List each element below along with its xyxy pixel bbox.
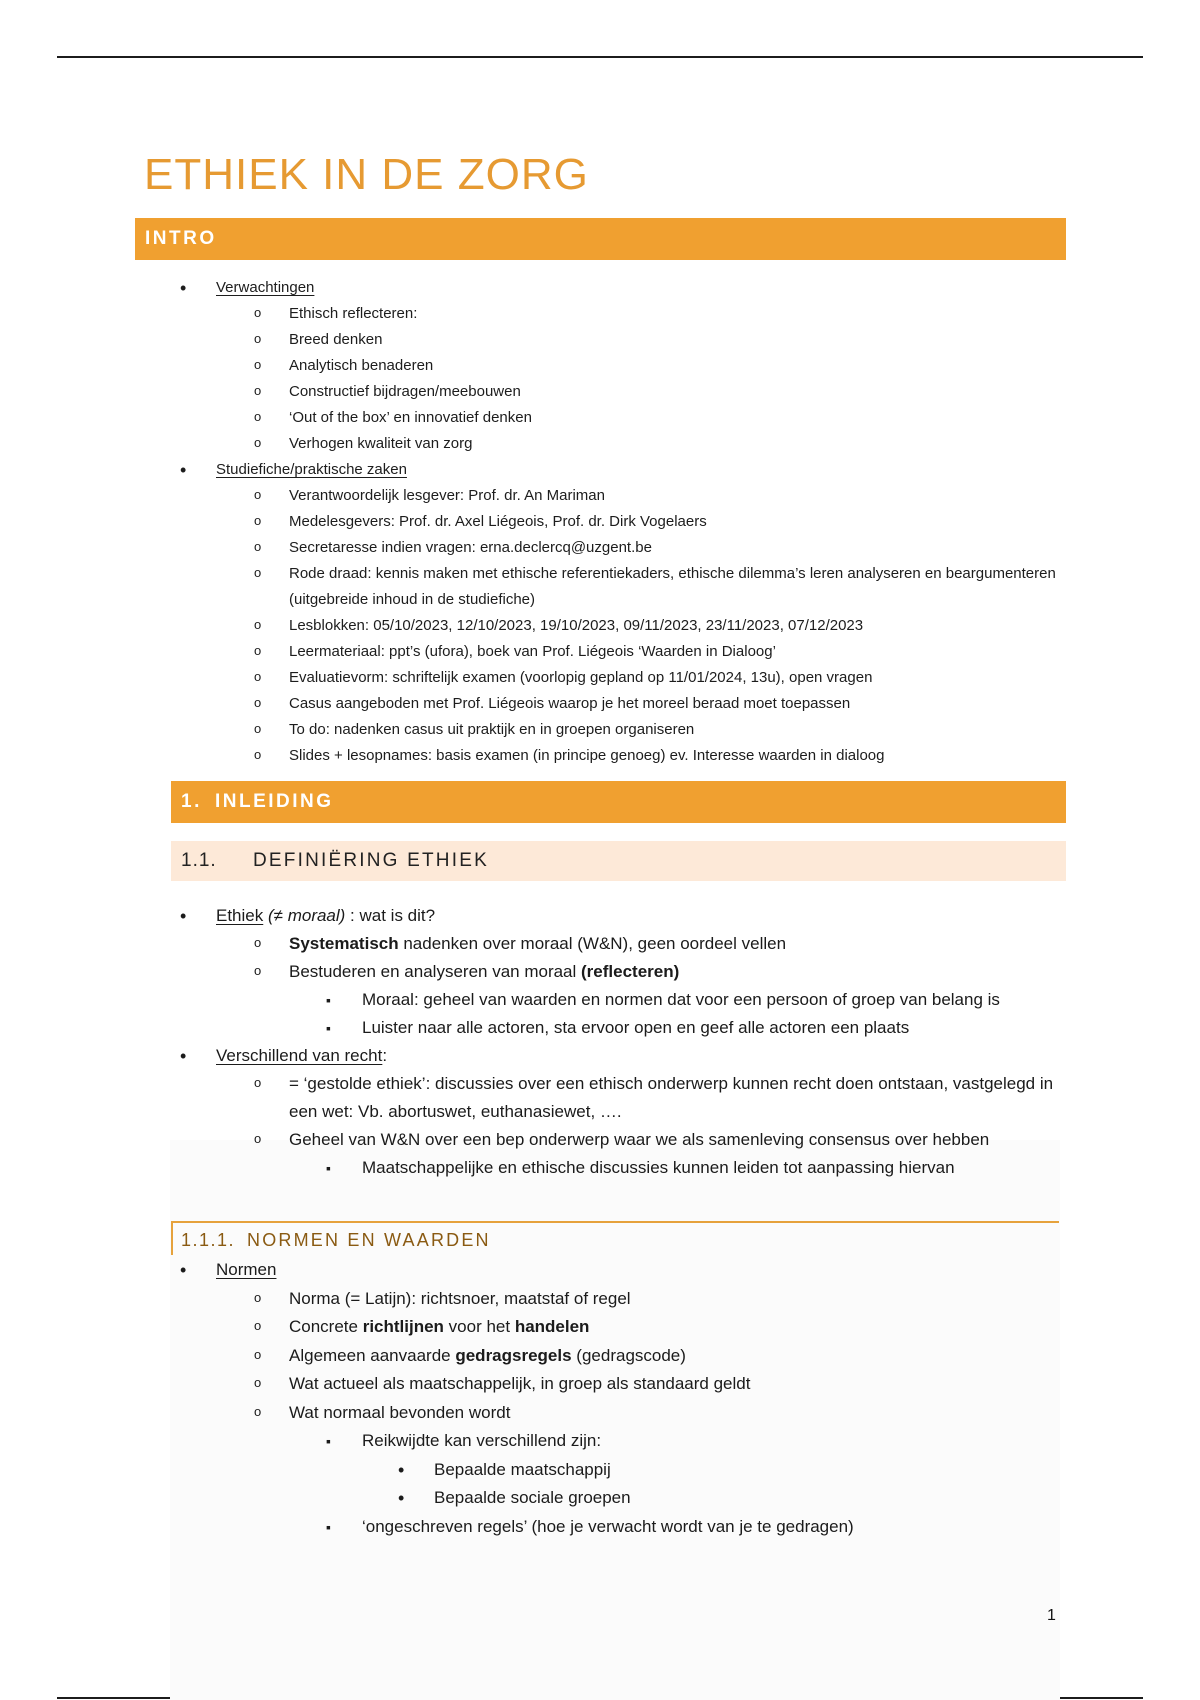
list-item: o Ethisch reflecteren: xyxy=(180,301,1080,327)
recht-label: Verschillend van recht xyxy=(216,1046,383,1065)
subsection-title: DEFINIËRING ETHIEK xyxy=(253,850,489,871)
bold-term: (reflecteren) xyxy=(581,962,680,981)
list-item: o Norma (= Latijn): richtsnoer, maatstaf of regel xyxy=(180,1285,1080,1314)
list-item: o Slides + lesopnames: basis examen (in principe genoeg) ev. Interesse waarden in dialoog xyxy=(180,743,1080,769)
list-item: o Lesblokken: 05/10/2023, 12/10/2023, 19/10/2023, 09/11/2023, 23/11/2023, 07/12/2023 xyxy=(180,613,1080,639)
ethiek-label: Ethiek xyxy=(216,906,264,925)
list-item: o Wat actueel als maatschappelijk, in groep als standaard geldt xyxy=(180,1370,1080,1399)
list-item: ▪ Moraal: geheel van waarden en normen dat voor een persoon of groep van belang is xyxy=(180,986,1080,1014)
item-text: Bestuderen en analyseren van moraal xyxy=(289,962,582,981)
section-number: 1. xyxy=(181,791,202,812)
intro-list xyxy=(180,275,1080,769)
list-item xyxy=(180,1313,1080,1342)
list-item: o ‘Out of the box’ en innovatief denken xyxy=(180,405,1080,431)
recht-colon: : xyxy=(382,1046,388,1065)
normen-label: Normen xyxy=(216,1260,277,1279)
intro-heading xyxy=(135,218,1066,260)
page-number: 1 xyxy=(1047,1607,1056,1624)
list-item xyxy=(180,930,1080,958)
studiefiche-label: Studiefiche/praktische zaken xyxy=(216,461,407,478)
list-item: o Secretaresse indien vragen: erna.declercq@uzgent.be xyxy=(180,535,1080,561)
list-item: o Breed denken xyxy=(180,327,1080,353)
item-text: voor het xyxy=(443,1317,515,1336)
list-item xyxy=(180,958,1080,986)
list-item: o = ‘gestolde ethiek’: discussies over een ethisch onderwerp kunnen recht doen ontstaan, vastgelegd in een wet: Vb. abortuswet, euthanasiewet, …. xyxy=(180,1070,1080,1126)
section-title: INLEIDING xyxy=(215,791,334,812)
verwachtingen-label: Verwachtingen xyxy=(216,279,315,296)
list-item: o Casus aangeboden met Prof. Liégeois waarop je het moreel beraad moet toepassen xyxy=(180,691,1080,717)
ethiek-question: : wat is dit? xyxy=(345,906,436,925)
ethiek-list xyxy=(180,902,1080,1182)
list-item: o To do: nadenken casus uit praktijk en in groepen organiseren xyxy=(180,717,1080,743)
bold-term: handelen xyxy=(514,1317,590,1336)
list-item: • Bepaalde maatschappij xyxy=(180,1456,1080,1485)
normen-list xyxy=(180,1256,1080,1541)
subsubsection-title: NORMEN EN WAARDEN xyxy=(247,1230,491,1250)
list-item: o Constructief bijdragen/meebouwen xyxy=(180,379,1080,405)
list-item: o Leermateriaal: ppt’s (ufora), boek van Prof. Liégeois ‘Waarden in Dialoog’ xyxy=(180,639,1080,665)
list-item: ▪ ‘ongeschreven regels’ (hoe je verwacht wordt van je te gedragen) xyxy=(180,1513,1080,1542)
bold-term: richtlijnen xyxy=(362,1317,444,1336)
bold-term: Systematisch xyxy=(289,934,399,953)
document-title: ETHIEK IN DE ZORG xyxy=(144,150,589,199)
subsection-number: 1.1. xyxy=(181,850,217,871)
item-text: Algemeen aanvaarde xyxy=(289,1345,456,1365)
list-item: ▪ Luister naar alle actoren, sta ervoor open en geef alle actoren een plaats xyxy=(180,1014,1080,1042)
list-item: o Verhogen kwaliteit van zorg xyxy=(180,431,1080,457)
list-item xyxy=(180,1042,1080,1070)
section-1-heading xyxy=(171,781,1066,823)
list-item: o Medelesgevers: Prof. dr. Axel Liégeois, Prof. dr. Dirk Vogelaers xyxy=(180,509,1080,535)
item-text: nadenken over moraal (W&N), geen oordeel vellen xyxy=(398,934,787,953)
list-item: o Analytisch benaderen xyxy=(180,353,1080,379)
list-item xyxy=(180,457,1080,483)
item-text: Concrete xyxy=(289,1317,363,1336)
list-item xyxy=(180,1256,1080,1285)
list-item: o Rode draad: kennis maken met ethische referentiekaders, ethische dilemma’s leren analyseren en beargumenteren (uitgebreide inhoud in de studiefiche) xyxy=(180,561,1080,613)
list-item: • Bepaalde sociale groepen xyxy=(180,1484,1080,1513)
bold-term: gedragsregels xyxy=(455,1345,572,1365)
list-item: o Verantwoordelijk lesgever: Prof. dr. An Mariman xyxy=(180,483,1080,509)
subsubsection-number: 1.1.1. xyxy=(181,1230,236,1250)
list-item: ▪ Maatschappelijke en ethische discussies kunnen leiden tot aanpassing hiervan xyxy=(180,1154,1080,1182)
section-1-1-1-heading xyxy=(171,1221,1059,1255)
item-text: (gedragscode) xyxy=(571,1345,686,1365)
list-item: o Geheel van W&N over een bep onderwerp waar we als samenleving consensus over hebben xyxy=(180,1126,1080,1154)
list-item: o Wat normaal bevonden wordt xyxy=(180,1399,1080,1428)
list-item xyxy=(180,1342,1080,1371)
list-item xyxy=(180,902,1080,930)
section-1-1-heading xyxy=(171,841,1066,881)
list-item: o Evaluatievorm: schriftelijk examen (voorlopig gepland op 11/01/2024, 13u), open vragen xyxy=(180,665,1080,691)
ethiek-note: (≠ moraal) xyxy=(267,906,346,925)
list-item: ▪ Reikwijdte kan verschillend zijn: xyxy=(180,1427,1080,1456)
intro-heading-text: INTRO xyxy=(145,228,217,249)
list-item xyxy=(180,275,1080,301)
header-rule xyxy=(57,56,1143,58)
